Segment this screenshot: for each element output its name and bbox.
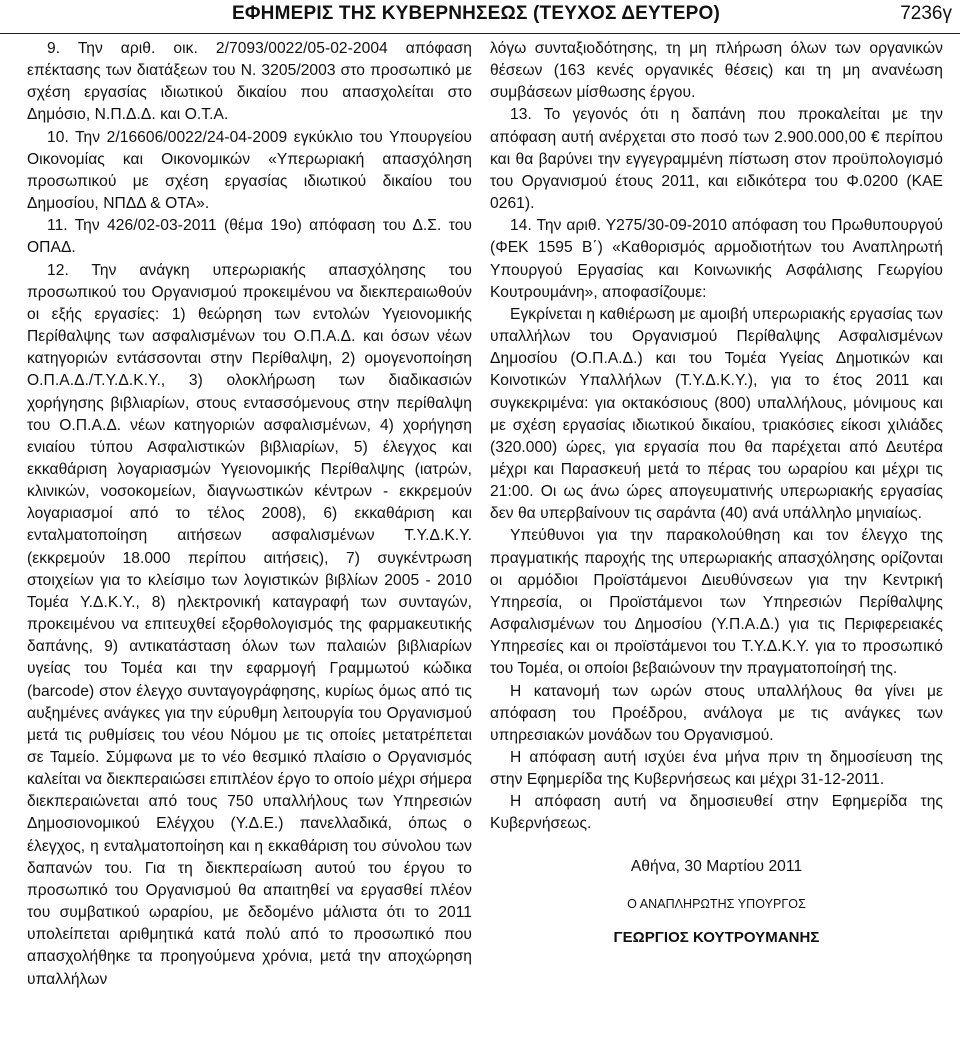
item-12-continuation: λόγω συνταξιοδότησης, τη μη πλήρωση όλων των οργανικών θέσεων (163 κενές οργανικές θέσεις) και τη μη ανανέωση συμβάσεων μίσθωσης έργου. (490, 40, 943, 102)
publication-paragraph: Η απόφαση αυτή να δημοσιευθεί στην Εφημερίδα της Κυβερνήσεως. (490, 793, 943, 833)
approval-paragraph: Εγκρίνεται η καθιέρωση με αμοιβή υπερωριακής εργασίας των υπαλλήλων του Οργανισμού Περίθαλψης Ασφαλισμένων Δημοσίου (Ο.Π.Α.Δ.) και του Τομέα Υγείας Δημοτικών και Κοινοτικών Υπαλλήλων (Τ.Υ.Δ.Κ.Υ.), για το έτος 2011 και συγκεκριμένα: για οκτακόσιους (800) υπαλλήλους, μόνιμους και με σχέση εργασίας ιδιωτικού δικαίου, τριακόσιες είκοσι χιλιάδες (320.000) ώρες, για εργασία που θα παρέχεται από Δευτέρα μέχρι και Παρασκευή μετά το πέρας του ωραρίου και μέχρι τις 21:00. Οι ως άνω ώρες απογευματινής υπερωριακής εργασίας δεν θα υπερβαίνουν τις σαράντα (40) ανά υπάλληλο μηνιαίως. (490, 305, 943, 523)
item-10: 10. Την 2/16606/0022/24-04-2009 εγκύκλιο του Υπουργείου Οικονομίας και Οικονομικών «Υπερωριακή απασχόληση προσωπικού με σχέση εργασίας ιδιωτικού δικαίου του Δημοσίου, ΝΠΔΔ & ΟΤΑ». (27, 128, 472, 213)
responsibility-paragraph: Υπεύθυνοι για την παρακολούθηση και τον έλεγχο της πραγματικής παροχής της υπερωριακής απασχόλησης ορίζονται οι αρμόδιοι Προϊστάμενοι Διευθύνσεων για την Κεντρική Υπηρεσία, οι Προϊστάμενοι των Υπηρεσιών Περίθαλψης Ασφαλισμένων του Δημοσίου (Υ.Π.Α.Δ.) για τις Περιφερειακές Υπηρεσίες και οι προϊστάμενοι του Τ.Υ.Δ.Κ.Υ. για το προσωπικό του Τομέα, οι οποίοι βεβαιώνουν την πραγματοποίησή της. (490, 527, 943, 678)
page-header (0, 0, 960, 34)
page-number: 7236γ (900, 3, 952, 24)
item-11: 11. Την 426/02-03-2011 (θέμα 19ο) απόφαση του Δ.Σ. του ΟΠΑΔ. (27, 217, 472, 257)
left-column (27, 38, 472, 991)
signatory-name: ΓΕΩΡΓΙΟΣ ΚΟΥΤΡΟΥΜΑΝΗΣ (613, 928, 820, 946)
item-9: 9. Την αριθ. οικ. 2/7093/0022/05-02-2004 απόφαση επέκτασης των διατάξεων του Ν. 3205/2003 στο προσωπικό με σχέση εργασίας ιδιωτικού δικαίου που απασχολείται στο Δημόσιο, Ν.Π.Δ.Δ. και Ο.Τ.Α. (27, 40, 472, 124)
item-12: 12. Την ανάγκη υπερωριακής απασχόλησης του προσωπικού του Οργανισμού προκειμένου να διεκπεραιωθούν οι εξής εργασίες: 1) θεώρηση των εντολών Υγειονομικής Περίθαλψης των ασφαλισμένων του Ο.Π.Α.Δ. και όσων νέων κατηγοριών εντάσσονται στην Περίθαλψη, 2) ομογενοποίηση Ο.Π.Α.Δ./Τ.Υ.Δ.Κ.Υ., 3) ολοκλήρωση των διαδικασιών χορήγησης βιβλιαρίων, στους εντασσόμενους στην περίθαλψη του Ο.Π.Α.Δ. νέων κατηγοριών ασφαλισμένων, 4) χορήγηση ενιαίου τύπου Ασφαλιστικών βιβλιαρίων, 5) έλεγχος και εκκαθάριση λογαριασμών Υγειονομικής Περίθαλψης (ιατρών, κλινικών, νοσοκομείων, διαγνωστικών κέντρων - εκκρεμούν λογαριασμοί από το τέλος 2008), 6) εκκαθάριση και ενταλματοποίηση αιτήσεων ασφαλισμένων Τ.Υ.Δ.Κ.Υ. (εκκρεμούν 18.000 περίπου αιτήσεις), 7) συγκέντρωση στοιχείων για το κλείσιμο των λογιστικών βιβλίων 2005 - 2010 Τομέα Υ.Δ.Κ.Υ., 8) ηλεκτρονική καταγραφή των συνταγών, προκειμένου να επιτευχθεί εξορθολογισμός της φαρμακευτικής δαπάνης, 9) αντικατάσταση όλων των παλαιών βιβλιαρίων υγείας του Τομέα και την εφαρμογή Γραμμωτού κώδικα (barcode) στον έλεγχο συνταγογράφησης, κυρίως όμως από τις αυξημένες ανάγκες για την εύρυθμη λειτουργία του Οργανισμού μετά τις ρυθμίσεις του νέου Νόμου με τις οποίες μετατρέπεται σε Ταμείο. Σύμφωνα με το νέο θεσμικό πλαίσιο ο Οργανισμός καλείται να διεκπεραιώσει επιπλέον έργο το οποίο μέχρι σήμερα διεκπεραιώνεται από τους 750 υπαλλήλους των Υπηρεσιών Δημοσιονομικού Ελέγχου (Υ.Δ.Ε.) πανελλαδικά, όπως ο έλεγχος, η ενταλματοποίηση και η εκκαθάριση του σύνολου των δαπανών του. Για τη διεκπεραίωση αυτού του έργου το προσωπικό του Οργανισμού θα απαιτηθεί να εργασθεί πλέον του συμβατικού ωραρίου, με δεδομένο μάλιστα ότι το 2011 υπολείπεται αριθμητικά κατά πολύ από το προσωπικό που απασχολήθηκε τα προηγούμενα χρόνια, μετά την αποχώρηση υπαλλήλων (27, 261, 472, 988)
item-14: 14. Την αριθ. Υ275/30-09-2010 απόφαση του Πρωθυπουργού (ΦΕΚ 1595 Β΄) «Καθορισμός αρμοδιοτήτων του Αναπληρωτή Υπουργού Εργασίας και Κοινωνικής Ασφάλισης Γεωργίου Κουτρουμάνη», αποφασίζουμε: (490, 217, 943, 301)
right-column (490, 38, 943, 949)
place-date: Αθήνα, 30 Μαρτίου 2011 (630, 857, 803, 875)
signatory-role: Ο ΑΝΑΠΛΗΡΩΤΗΣ ΥΠΟΥΡΓΟΣ (627, 896, 806, 911)
allocation-paragraph: Η κατανομή των ωρών στους υπαλλήλους θα γίνει με απόφαση του Προέδρου, ανάλογα με τις ανάγκες των υπηρεσιακών μονάδων του Οργανισμού. (490, 682, 943, 744)
item-13: 13. Το γεγονός ότι η δαπάνη που προκαλείται με την απόφαση αυτή ανέρχεται στο ποσό των 2.900.000,00 € περίπου και θα βαρύνει την εγγεγραμμένη πίστωση στον προϋπολογισμό του Οργανισμού έτους 2011, και ειδικότερα του Φ.0200 (ΚΑΕ 0261). (490, 106, 943, 213)
gazette-title: ΕΦΗΜΕΡΙΣ ΤΗΣ ΚΥΒΕΡΝΗΣΕΩΣ (ΤΕΥΧΟΣ ΔΕΥΤΕΡΟ) (232, 3, 720, 24)
validity-paragraph: Η απόφαση αυτή ισχύει ένα μήνα πριν τη δημοσίευση της στην Εφημερίδα της Κυβερνήσεως και μέχρι 31-12-2011. (490, 749, 943, 789)
header-divider (0, 33, 960, 34)
